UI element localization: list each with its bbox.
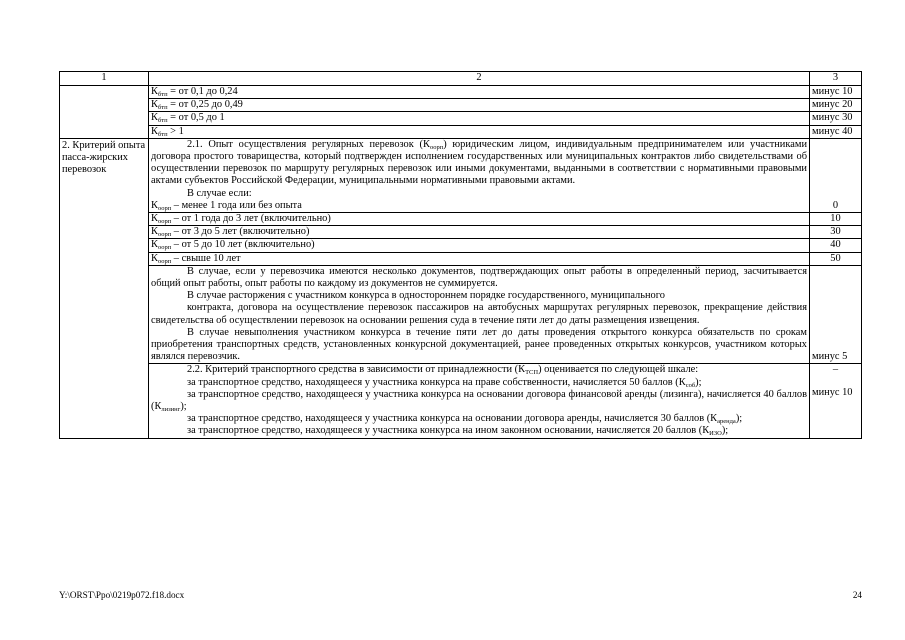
criterion-if-text: В случае если: [187, 187, 252, 199]
vehicle-other-item: за транспортное средство, находящееся у участника конкурса на ином законном основании, начисляется 20 баллов $(К_{ИЗО})$; [187, 425, 729, 438]
note-termination: контракта, договора на осуществление перевозок пассажиров на автобусных маршрутах регулярных перевозок, прекращение действия свидетельства об осуществлении перевозок на основании решения суда в течение пяти лет до даты размещения извещения. [151, 302, 807, 326]
header-col-3: 3 [810, 72, 862, 86]
note-multiple-documents: В случае, если у перевозчика имеются несколько документов, подтверждающих опыт работы в определенный период, засчитывается общий опыт работы, опыт работы по каждому из документов не суммируется. [151, 265, 807, 290]
criterion-intro-row [60, 138, 862, 212]
vehicle-score: – [810, 364, 862, 438]
experience-score: 40 [810, 239, 862, 252]
experience-condition: $К_{оорп}$ – от 5 до 10 лет (включительно) [149, 239, 810, 252]
kbtp-condition: $К_{бтп}$ = от 0,25 до 0,49 [149, 99, 810, 112]
notes-scores [810, 265, 862, 398]
criteria-table [59, 71, 862, 439]
experience-condition: $К_{оорп}$ – от 3 до 5 лет (включительно) [149, 226, 810, 239]
criterion-intro: 2.1. Опыт осуществления регулярных перевозок $(К_{оорп})$ юридическим лицом, индивидуальным предпринимателем или участниками договора простого товарищества, который подтвержден исполнением государственных или муниципальных контрактов либо свидетельствами об осуществлении перевозок по маршруту регулярных перевозок или иными документами, выданными в соответствии с нормативными правовыми актами субъектов Российской Федерации, муниципальными нормативными правовыми актами. [151, 138, 808, 187]
header-col-2: 2 [149, 72, 810, 86]
notes-cell [149, 265, 810, 364]
experience-score: 10 [810, 213, 862, 226]
experience-row [60, 239, 862, 252]
experience-row [60, 213, 862, 226]
empty-criterion-cell [60, 86, 149, 139]
vehicle-criterion-cell [149, 364, 810, 438]
kbtp-row [60, 125, 862, 138]
page-number: 24 [852, 590, 862, 600]
header-col-1: 1 [60, 72, 149, 86]
non-fulfillment-penalty: минус 10 [812, 386, 853, 398]
experience-condition: $К_{оорп}$ – свыше 10 лет [149, 252, 810, 265]
kbtp-row [60, 112, 862, 125]
note-termination-first-line: В случае расторжения с участником конкурса в одностороннем порядке государственного, муниципального [187, 290, 665, 302]
kbtp-row [60, 99, 862, 112]
kbtp-score: минус 10 [810, 86, 862, 99]
vehicle-row [60, 364, 862, 438]
experience-condition: $К_{оорп}$ – от 1 года до 3 лет (включительно) [149, 213, 810, 226]
experience-score: 50 [810, 252, 862, 265]
footer-file-path: Y:\ORST\Ppo\0219p072.f18.docx [59, 590, 185, 600]
termination-penalty: минус 5 [812, 350, 848, 362]
kbtp-condition: $К_{бтп}$ = от 0,1 до 0,24 [149, 86, 810, 99]
vehicle-ownership-item: за транспортное средство, находящееся у участника конкурса на праве собственности, начисляется 50 баллов $(К_{соб})$; [187, 376, 702, 389]
criterion-description [149, 138, 810, 212]
kbtp-score: минус 20 [810, 99, 862, 112]
criterion-label: 2. Критерий опыта пасса-жирских перевозок [60, 138, 149, 438]
vehicle-leasing-item: за транспортное средство, находящееся у участника конкурса на основании договора финансовой аренды (лизинга), начисляется 40 баллов $(К_{лизинг})$; [151, 388, 807, 414]
vehicle-rent-item: за транспортное средство, находящееся у участника конкурса на основании договора аренды, начисляется 30 баллов $(К_{аренда})$; [187, 413, 743, 426]
note-non-fulfillment: В случае невыполнения участником конкурса в течение пяти лет до даты проведения открытого конкурса обязательств по срокам приобретения транспортных средств, установленных конкурсной документацией, ранее проведенных открытых конкурсов, участником которых являлся перевозчик. [151, 326, 807, 363]
vehicle-intro: 2.2. Критерий транспортного средства в зависимости от принадлежности $(К_{ТСП})$ оценивается по следующей шкале: [187, 364, 699, 377]
kbtp-score: минус 40 [810, 125, 862, 138]
notes-row [60, 265, 862, 364]
experience-score: 0 [810, 138, 862, 212]
experience-row [60, 226, 862, 239]
kbtp-condition: $К_{бтп} > 1$ [149, 125, 810, 138]
kbtp-row [60, 86, 862, 99]
header-row [60, 72, 862, 86]
experience-condition: $К_{оорп}$ – менее 1 года или без опыта [151, 199, 302, 212]
kbtp-score: минус 30 [810, 112, 862, 125]
experience-score: 30 [810, 226, 862, 239]
kbtp-condition: $К_{бтп}$ = от 0,5 до 1 [149, 112, 810, 125]
experience-row [60, 252, 862, 265]
